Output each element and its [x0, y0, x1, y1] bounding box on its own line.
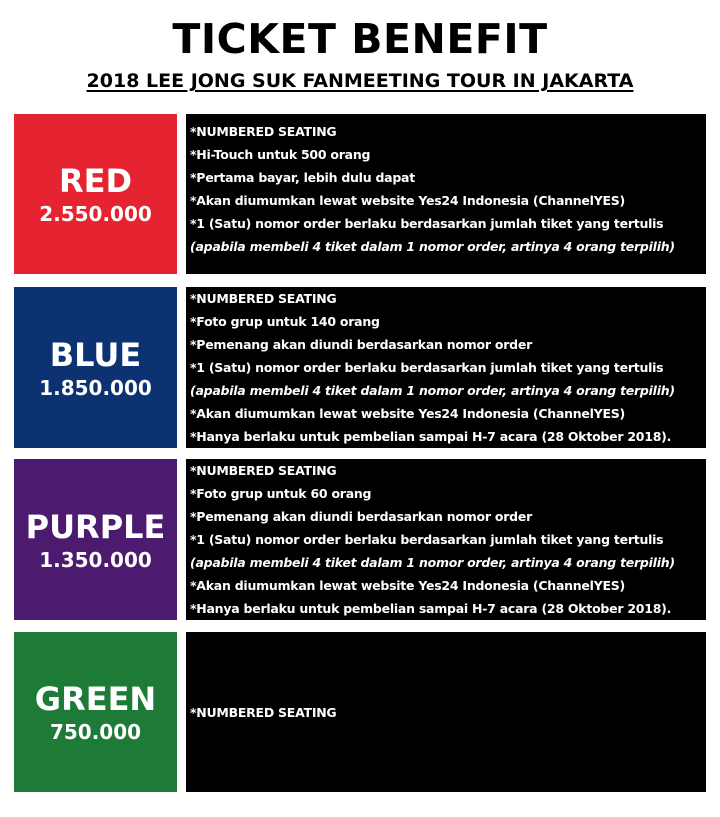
- tier-green-name: GREEN: [34, 680, 157, 718]
- benefit-line: *Foto grup untuk 60 orang: [190, 486, 372, 501]
- tier-green-benefits: [186, 632, 706, 792]
- benefit-line: *Hanya berlaku untuk pembelian sampai H-7 acara (28 Oktober 2018).: [190, 601, 672, 616]
- tier-green-swatch: [14, 632, 177, 792]
- tier-red-swatch: [14, 114, 177, 274]
- tier-purple-swatch: [14, 459, 177, 620]
- benefit-line: *Foto grup untuk 140 orang: [190, 314, 380, 329]
- tier-red-benefits: [186, 114, 706, 274]
- tier-green-price: 750.000: [49, 720, 142, 744]
- tier-blue: [14, 287, 706, 448]
- benefit-note: (apabila membeli 4 tiket dalam 1 nomor order, artinya 4 orang terpilih): [190, 555, 675, 570]
- benefit-line: *NUMBERED SEATING: [190, 463, 337, 478]
- benefit-line: *1 (Satu) nomor order berlaku berdasarkan jumlah tiket yang tertulis: [190, 216, 664, 231]
- subtitle-text: 2018 LEE JONG SUK FANMEETING TOUR IN JAKARTA: [86, 70, 634, 92]
- tier-green: [14, 632, 706, 792]
- benefit-line: *NUMBERED SEATING: [190, 704, 337, 720]
- benefit-line: *Akan diumumkan lewat website Yes24 Indonesia (ChannelYES): [190, 406, 625, 421]
- benefit-line: *1 (Satu) nomor order berlaku berdasarkan jumlah tiket yang tertulis: [190, 360, 664, 375]
- benefit-note: (apabila membeli 4 tiket dalam 1 nomor order, artinya 4 orang terpilih): [190, 383, 675, 398]
- page-title: TICKET BENEFIT: [172, 15, 548, 63]
- benefit-line: *NUMBERED SEATING: [190, 124, 337, 139]
- benefit-line: *Pemenang akan diundi berdasarkan nomor order: [190, 337, 532, 352]
- benefit-line: *NUMBERED SEATING: [190, 291, 337, 306]
- tier-blue-name: BLUE: [49, 335, 142, 374]
- tier-blue-swatch: [14, 287, 177, 448]
- tier-purple-price: 1.350.000: [39, 547, 152, 572]
- tier-blue-price: 1.850.000: [39, 375, 152, 400]
- tier-red-price: 2.550.000: [39, 202, 152, 226]
- benefit-line: *Hi-Touch untuk 500 orang: [190, 147, 371, 162]
- benefit-line: *Akan diumumkan lewat website Yes24 Indonesia (ChannelYES): [190, 193, 625, 208]
- benefit-line: *Pemenang akan diundi berdasarkan nomor order: [190, 509, 532, 524]
- tier-red-name: RED: [58, 162, 133, 200]
- tier-purple: [14, 459, 706, 620]
- benefit-line: *Akan diumumkan lewat website Yes24 Indonesia (ChannelYES): [190, 578, 625, 593]
- tier-purple-benefits: [186, 459, 706, 620]
- tier-blue-benefits: [186, 287, 706, 448]
- benefit-line: *1 (Satu) nomor order berlaku berdasarkan jumlah tiket yang tertulis: [190, 532, 664, 547]
- tier-purple-name: PURPLE: [25, 507, 166, 546]
- page-subtitle: [0, 67, 720, 95]
- benefit-line: *Pertama bayar, lebih dulu dapat: [190, 170, 415, 185]
- benefit-line: *Hanya berlaku untuk pembelian sampai H-7 acara (28 Oktober 2018).: [190, 429, 672, 444]
- benefit-note: (apabila membeli 4 tiket dalam 1 nomor order, artinya 4 orang terpilih): [190, 239, 675, 254]
- tier-red: [14, 114, 706, 274]
